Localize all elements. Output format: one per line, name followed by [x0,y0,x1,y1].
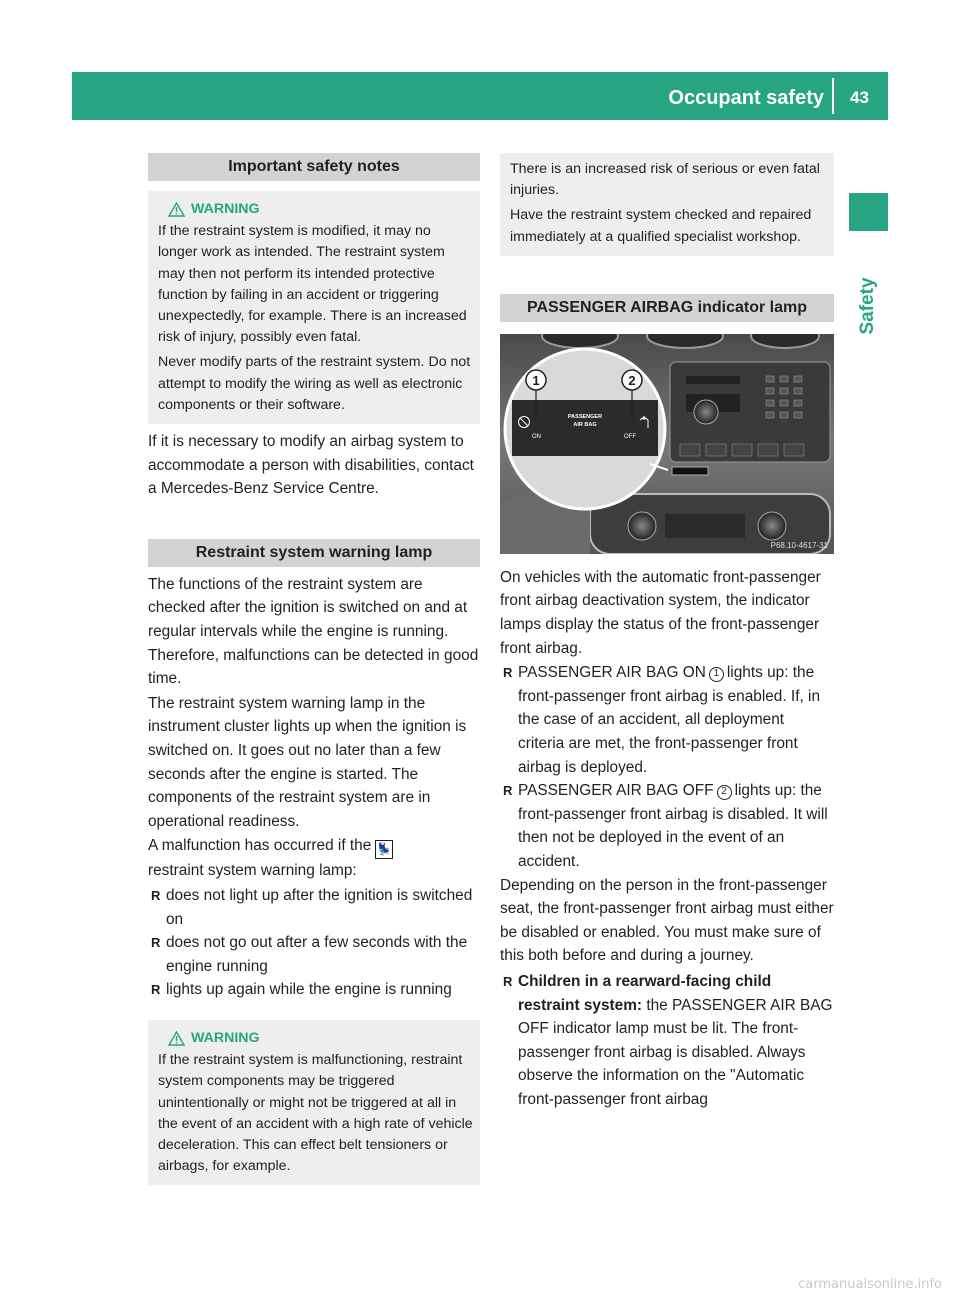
left-column [148,153,480,1185]
warning-box-modification [148,191,480,424]
right-column [500,153,834,1111]
list-item: R lights up again while the engine is running [148,978,480,1002]
indicator-on-label: ON [532,433,541,440]
warning-triangle-icon [168,1031,185,1046]
warning-title: WARNING [168,1028,473,1049]
indicator-center-label: PASSENGER [567,413,603,420]
section-heading-important: Important safety notes [148,153,480,181]
callout-ref-1: 1 [709,667,724,682]
section-heading-passenger-airbag: PASSENGER AIRBAG indicator lamp [500,294,834,322]
body-paragraph: On vehicles with the automatic front-passenger front airbag deactivation system, the indicator lamps display the status of the front-passenger front airbag. [500,568,821,657]
callout-ref-2: 2 [717,785,732,800]
dashboard-photo [500,334,834,554]
airbag-person-icon: 💺 [375,840,393,859]
body-paragraph: A malfunction has occurred if the 💺 restraint system warning lamp: [148,837,392,880]
malfunction-list [148,884,480,1002]
body-paragraph: If it is necessary to modify an airbag system to accommodate a person with disabilities, contact a Mercedes-Benz Service Centre. [148,433,474,498]
section-tab-label: Safety [857,277,878,335]
body-paragraph: Depending on the person in the front-passenger seat, the front-passenger front airbag must either be disabled or enabled. You must make sure of this both before and during a journey. [500,876,834,965]
warning-text: If the restraint system is modified, it may no longer work as intended. The restraint system may then not perform its intended protective function by failing in an accident or triggering unexpectedly, for example. There is an increased risk of injury, possibly even fatal. [158,223,467,346]
body-paragraph: The restraint system warning lamp in the instrument cluster lights up when the ignition is switched on. It goes out no later than a few seconds after the engine is started. The components of the restraint system are in operational readiness. [148,694,467,830]
warning-box-continued [500,153,834,256]
warning-text: Have the restraint system checked and repaired immediately at a qualified specialist workshop. [510,207,812,245]
indicator-off-label: OFF [624,433,636,440]
warning-text: If the restraint system is malfunctioning, restraint system components may be triggered unintentionally or might not be triggered at all in the event of an accident with a high rate of vehicle deceleration. This can effect belt tensioners or airbags, for example. [158,1052,473,1175]
page-number: 43 [850,88,869,107]
indicator-lamp-list [500,661,834,873]
list-item: R Children in a rearward-facing child restraint system: the PASSENGER AIR BAG OFF indicator lamp must be lit. The front-passenger front airbag is disabled. Always observe the information on the "Automatic front-passenger front airbag [500,970,834,1112]
warning-text: There is an increased risk of serious or even fatal injuries. [510,161,820,199]
list-item: R does not light up after the ignition is switched on [148,884,480,931]
callout-2: 2 [628,372,636,388]
body-paragraph: The functions of the restraint system are checked after the ignition is switched on and at regular intervals while the engine is running. Therefore, malfunctions can be detected in good time. [148,575,479,688]
list-item: R does not go out after a few seconds with the engine running [148,931,480,978]
warning-text: Never modify parts of the restraint system. Do not attempt to modify the wiring as well as electronic components or their software. [158,354,471,413]
list-item: R PASSENGER AIR BAG ON 1 lights up: the front-passenger front airbag is enabled. If, in the case of an accident, all deployment criteria are met, the front-passenger front airbag is deployed. [500,661,834,779]
watermark: carmanualsonline.info [798,1277,942,1292]
indicator-center-label: AIR BAG [573,421,597,428]
warning-triangle-icon [168,202,185,217]
section-tab-marker [849,193,888,231]
image-reference-code: P68.10-4617-31 [770,540,828,550]
list-item: R PASSENGER AIR BAG OFF 2 lights up: the front-passenger front airbag is disabled. It will then not be deployed in the event of an accident. [500,779,834,873]
section-heading-restraint: Restraint system warning lamp [148,539,480,567]
warning-box-malfunction [148,1020,480,1185]
warning-title: WARNING [168,199,473,220]
header-divider [832,78,834,114]
chapter-title: Occupant safety [668,87,824,109]
child-seat-list [500,970,834,1112]
callout-1: 1 [532,372,540,388]
